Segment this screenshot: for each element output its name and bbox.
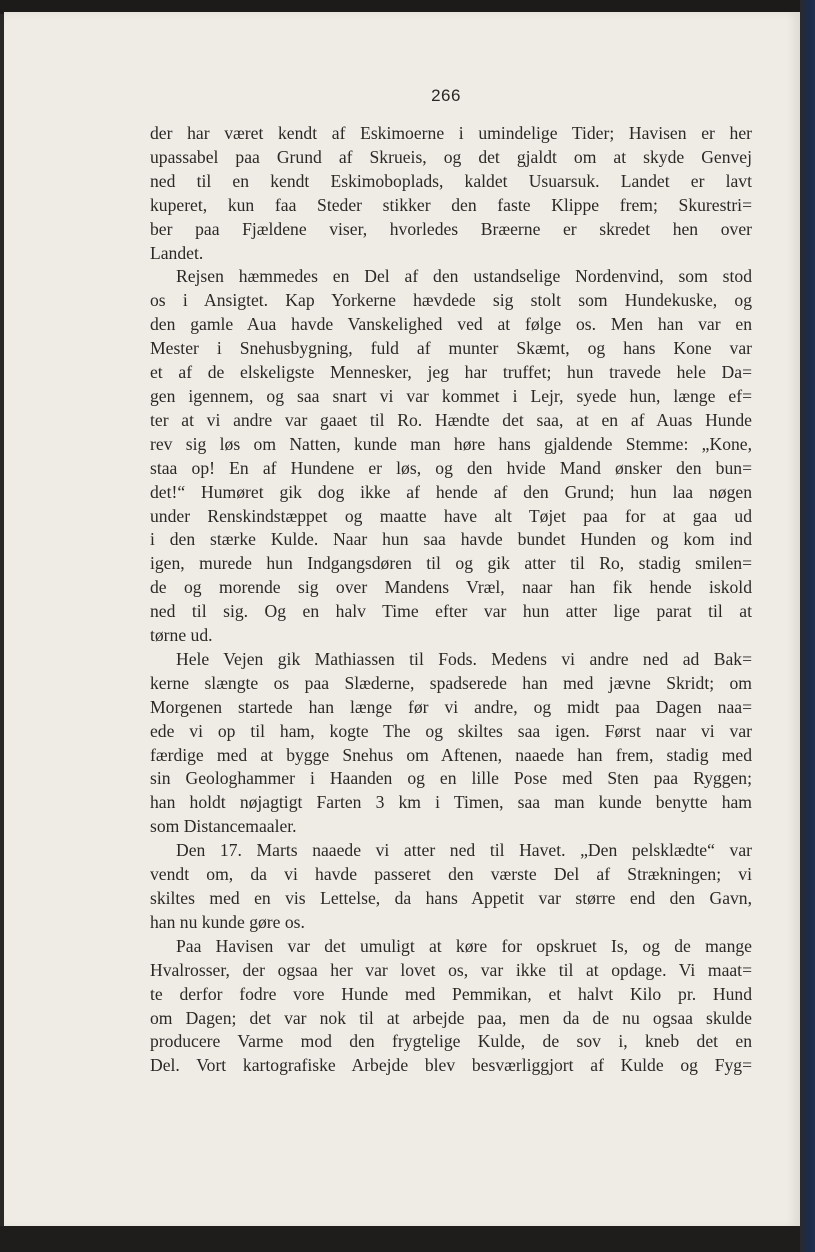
text-line: færdige med at bygge Snehus om Aftenen, naaede han frem, stadig med	[150, 744, 752, 765]
text-line: rev sig løs om Natten, kunde man høre hans gjaldende Stemme: „Kone,	[150, 433, 752, 454]
text-line: ber paa Fjældene viser, hvorledes Bræerne er skredet hen over	[150, 218, 752, 239]
text-line: kerne slængte os paa Slæderne, spadserede han med jævne Skridt; om	[150, 672, 752, 693]
text-line: Hele Vejen gik Mathiassen til Fods. Medens vi andre ned ad Bak=	[176, 648, 752, 669]
text-line: Del. Vort kartografiske Arbejde blev besværliggjort af Kulde og Fyg=	[150, 1055, 752, 1076]
text-line: sin Geologhammer i Haanden og en lille Pose med Sten paa Ryggen;	[150, 768, 752, 789]
text-line: upassabel paa Grund af Skrueis, og det gjaldt om at skyde Genvej	[150, 146, 752, 167]
text-line: ned til en kendt Eskimoboplads, kaldet Usuarsuk. Landet er lavt	[150, 170, 752, 191]
page-number: 266	[431, 86, 461, 105]
text-line: staa op! En af Hundene er løs, og den hvide Mand ønsker den bun=	[150, 457, 752, 478]
text-line: os i Ansigtet. Kap Yorkerne hævdede sig stolt som Hundekuske, og	[150, 290, 752, 311]
text-line: det!“ Humøret gik dog ikke af hende af den Grund; hun laa nøgen	[150, 481, 752, 502]
text-line: Paa Havisen var det umuligt at køre for opskruet Is, og de mange	[176, 935, 752, 956]
text-line: et af de elskeligste Mennesker, jeg har truffet; hun travede hele Da=	[150, 362, 752, 383]
text-line: Hvalrosser, der ogsaa her var lovet os, var ikke til at opdage. Vi maat=	[150, 959, 752, 980]
text-line: Landet.	[150, 242, 204, 263]
text-line: kuperet, kun faa Steder stikker den faste Klippe frem; Skurestri=	[150, 194, 752, 215]
text-line: som Distancemaaler.	[150, 816, 297, 837]
text-line: i den stærke Kulde. Naar hun saa havde bundet Hunden og kom ind	[150, 529, 752, 550]
book-spine-edge	[800, 0, 815, 1252]
text-line: den gamle Aua havde Vanskelighed ved at følge os. Men han var en	[150, 314, 752, 335]
text-line: Rejsen hæmmedes en Del af den ustandselige Nordenvind, som stod	[176, 266, 752, 287]
text-line: ter at vi andre var gaaet til Ro. Hændte det saa, at en af Auas Hunde	[150, 409, 752, 430]
text-line: han nu kunde gøre os.	[150, 911, 305, 932]
text-line: om Dagen; det var nok til at arbejde paa, men da de nu ogsaa skulde	[150, 1007, 752, 1028]
text-line: der har været kendt af Eskimoerne i umindelige Tider; Havisen er her	[150, 123, 752, 143]
text-line: vendt om, da vi havde passeret den værste Del af Strækningen; vi	[150, 864, 752, 885]
text-line: han holdt nøjagtigt Farten 3 km i Timen, saa man kunde benytte ham	[150, 792, 752, 813]
text-line: ede vi op til ham, kogte The og skiltes saa igen. Først naar vi var	[150, 720, 752, 741]
text-line: Mester i Snehusbygning, fuld af munter Skæmt, og hans Kone var	[150, 338, 752, 359]
text-line: te derfor fodre vore Hunde med Pemmikan, et halvt Kilo pr. Hund	[150, 983, 752, 1004]
text-line: igen, murede hun Indgangsdøren til og gik atter til Ro, stadig smilen=	[150, 553, 752, 574]
text-line: tørne ud.	[150, 625, 213, 646]
text-line: under Renskindstæppet og maatte have alt Tøjet paa for at gaa ud	[150, 505, 752, 526]
text-line: gen igennem, og saa snart vi var kommet i Lejr, syede hun, længe ef=	[150, 385, 752, 406]
text-line: producere Varme mod den frygtelige Kulde, de sov i, kneb det en	[150, 1031, 752, 1052]
text-line: skiltes med en vis Lettelse, da hans Appetit var større end den Gavn,	[150, 888, 752, 908]
text-line: ned til sig. Og en halv Time efter var hun atter lige parat til at	[150, 601, 752, 622]
body-text	[150, 122, 752, 1078]
text-line: de og morende sig over Mandens Vræl, naar han fik hende iskold	[150, 577, 752, 598]
scan-edge-bottom	[0, 1226, 815, 1252]
text-line: Den 17. Marts naaede vi atter ned til Havet. „Den pelsklædte“ var	[176, 840, 752, 861]
text-line: Morgenen startede han længe før vi andre, og midt paa Dagen naa=	[150, 696, 752, 717]
